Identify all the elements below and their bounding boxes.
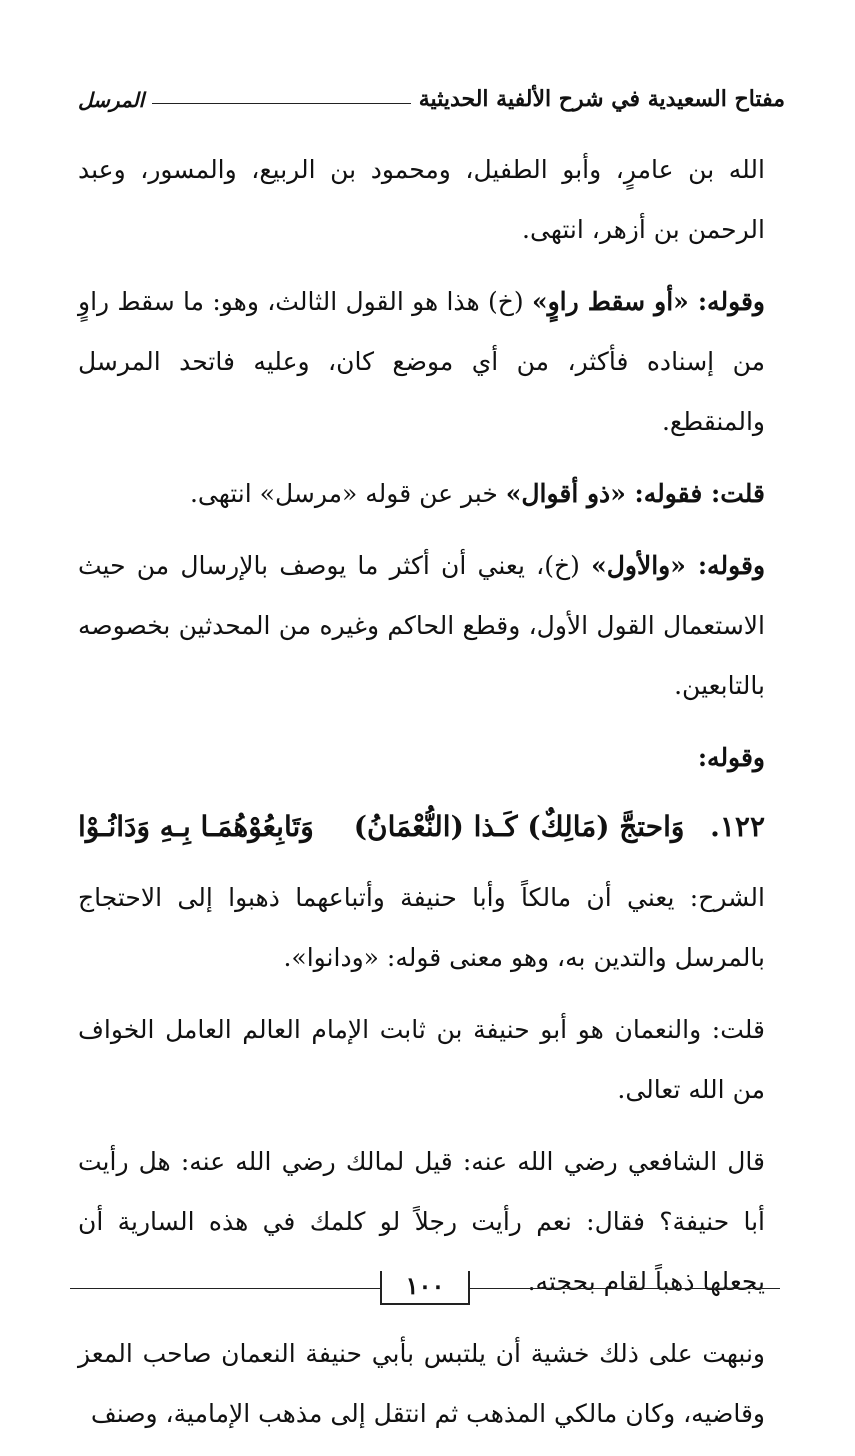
paragraph: وقوله: «أو سقط راوٍ» (خ) هذا هو القول الثالث، وهو: ما سقط راوٍ من إسناده فأكثر، من أي موضع كان، وعليه فاتحد المرسل والمنقطع. (78, 287, 766, 436)
verse-number: ١٢٢. (710, 810, 765, 843)
footer-rule-right (470, 1288, 780, 1289)
paragraph: قلت: والنعمان هو أبو حنيفة بن ثابت الإمام العالم العامل الخواف من الله تعالى. (78, 1015, 765, 1104)
page-number: ١٠٠ (380, 1271, 470, 1305)
verse-first-half: وَاحتجَّ (مَالِكٌ) كَـذا (النُّعْمَانُ) (353, 810, 685, 843)
paragraph: وقوله: (697, 743, 765, 772)
paragraph: قال الشافعي رضي الله عنه: قيل لمالك رضي الله عنه: هل رأيت أبا حنيفة؟ فقال: نعم رأيت رجلاً لو كلمك في هذه السارية أن يجعلها ذهباً لقام بحجته. (78, 1147, 765, 1296)
paragraph: قلت: فقوله: «ذو أقوال» خبر عن قوله «مرسل» انتهى. (189, 479, 765, 508)
paragraph: وقوله: «والأول» (خ)، يعني أن أكثر ما يوصف بالإرسال من حيث الاستعمال القول الأول، وقطع الحاكم وغيره من المحدثين بخصوصه بالتابعين. (78, 551, 766, 700)
verse-second-half: وَتَابِعُوْهُمَـا بِـهِ وَدَانُـوْا (78, 810, 314, 843)
main-text (78, 140, 765, 1456)
footer-rule-left (70, 1288, 380, 1289)
paragraph: الشرح: يعني أن مالكاً وأبا حنيفة وأتباعهما ذهبوا إلى الاحتجاج بالمرسل والتدين به، وهو معنى قوله: «ودانوا». (78, 883, 765, 972)
verse-line (78, 800, 765, 854)
page-footer (70, 1268, 780, 1308)
book-title: مفتاح السعيدية في شرح الألفية الحديثية (418, 86, 785, 112)
running-header (78, 78, 785, 112)
section-title: المرسل (78, 88, 145, 112)
paragraph: ونبهت على ذلك خشية أن يلتبس بأبي حنيفة النعمان صاحب المعز وقاضيه، وكان مالكي المذهب ثم انتقل إلى مذهب الإمامية، وصنف (78, 1339, 765, 1428)
header-rule (152, 103, 411, 104)
paragraph: الله بن عامرٍ، وأبو الطفيل، ومحمود بن الربيع، والمسور، وعبد الرحمن بن أزهر، انتهى. (78, 155, 765, 244)
